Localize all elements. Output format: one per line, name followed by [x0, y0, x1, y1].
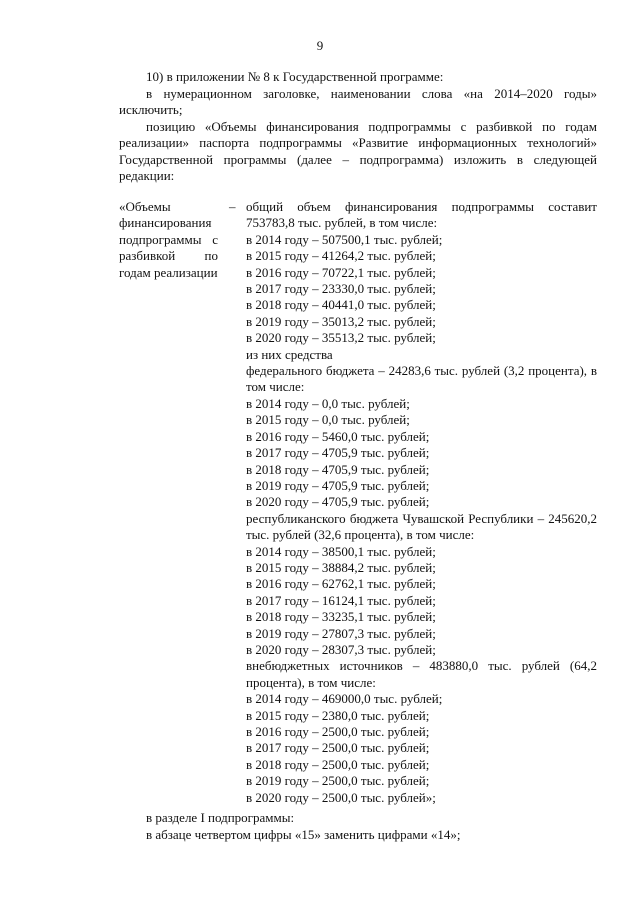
table-dash: – — [229, 199, 236, 214]
extrabudget-year-item: в 2014 году – 469000,0 тыс. рублей; — [246, 691, 443, 707]
extrabudget-year-item: в 2015 году – 2380,0 тыс. рублей; — [246, 707, 430, 723]
total-year-item: в 2016 году – 70722,1 тыс. рублей; — [246, 264, 436, 280]
total-year-item: в 2018 году – 40441,0 тыс. рублей; — [246, 297, 436, 313]
republic-year-item: в 2018 году – 33235,1 тыс. рублей; — [246, 609, 436, 625]
federal-year-item: в 2018 году – 4705,9 тыс. рублей; — [246, 461, 430, 477]
total-funding: общий объем финансирования подпрограммы составит 753783,8 тыс. рублей, в том числе: — [246, 199, 597, 231]
position-statement-paragraph: позицию «Объемы финансирования подпрограммы с разбивкой по годам реализации» паспорта подпрограммы «Развитие информационных технологий» Государственной программы (далее – подпрограмма) изложить в следующей редакции: — [119, 119, 597, 184]
federal-year-item: в 2016 году – 5460,0 тыс. рублей; — [246, 428, 430, 444]
extrabudget-years-list — [246, 691, 597, 806]
extrabudget-funding: внебюджетных источников – 483880,0 тыс. рублей (64,2 процента), в том числе: — [246, 658, 597, 690]
page-number: 9 — [316, 38, 324, 53]
republic-year-item: в 2015 году – 38884,2 тыс. рублей; — [246, 559, 436, 575]
extrabudget-year-item: в 2020 году – 2500,0 тыс. рублей»; — [246, 789, 436, 805]
federal-year-item: в 2020 году – 4705,9 тыс. рублей; — [246, 494, 430, 510]
total-year-item: в 2019 году – 35013,2 тыс. рублей; — [246, 313, 436, 329]
federal-funding: федерального бюджета – 24283,6 тыс. рублей (3,2 процента), в том числе: — [246, 363, 597, 395]
extrabudget-year-item: в 2019 году – 2500,0 тыс. рублей; — [246, 773, 430, 789]
federal-years-list — [246, 396, 597, 511]
replace-digits-paragraph: в абзаце четвертом цифры «15» заменить цифрами «14»; — [146, 827, 461, 842]
table-value-cell — [246, 199, 597, 806]
numbering-header-paragraph: в нумерационном заголовке, наименовании слова «на 2014–2020 годы» исключить; — [119, 86, 597, 118]
federal-year-item: в 2014 году – 0,0 тыс. рублей; — [246, 395, 410, 411]
republic-years-list — [246, 544, 597, 659]
extrabudget-year-item: в 2017 году – 2500,0 тыс. рублей; — [246, 740, 430, 756]
section-paragraph: в разделе I подпрограммы: — [146, 810, 295, 825]
total-years-list — [246, 232, 597, 347]
republic-year-item: в 2017 году – 16124,1 тыс. рублей; — [246, 592, 436, 608]
of-which-label: из них средства — [246, 346, 333, 362]
table-label-cell: «Объемы финансирования подпрограммы с разбивкой по годам реализации — [119, 199, 218, 280]
republic-year-item: в 2016 году – 62762,1 тыс. рублей; — [246, 576, 436, 592]
total-year-item: в 2020 году – 35513,2 тыс. рублей; — [246, 330, 436, 346]
republic-year-item: в 2014 году – 38500,1 тыс. рублей; — [246, 543, 436, 559]
total-year-item: в 2015 году – 41264,2 тыс. рублей; — [246, 248, 436, 264]
extrabudget-year-item: в 2016 году – 2500,0 тыс. рублей; — [246, 724, 430, 739]
extrabudget-year-item: в 2018 году – 2500,0 тыс. рублей; — [246, 756, 430, 772]
republic-year-item: в 2020 году – 28307,3 тыс. рублей; — [246, 641, 436, 657]
federal-year-item: в 2017 году – 4705,9 тыс. рублей; — [246, 445, 430, 461]
federal-year-item: в 2015 году – 0,0 тыс. рублей; — [246, 412, 410, 428]
federal-year-item: в 2019 году – 4705,9 тыс. рублей; — [246, 477, 430, 493]
amendment-item-10: 10) в приложении № 8 к Государственной программе: — [146, 69, 444, 84]
total-year-item: в 2017 году – 23330,0 тыс. рублей; — [246, 281, 436, 297]
republic-funding: республиканского бюджета Чувашской Республики – 245620,2 тыс. рублей (32,6 процента), в том числе: — [246, 510, 597, 543]
total-year-item: в 2014 году – 507500,1 тыс. рублей; — [246, 231, 443, 247]
republic-year-item: в 2019 году – 27807,3 тыс. рублей; — [246, 625, 436, 641]
